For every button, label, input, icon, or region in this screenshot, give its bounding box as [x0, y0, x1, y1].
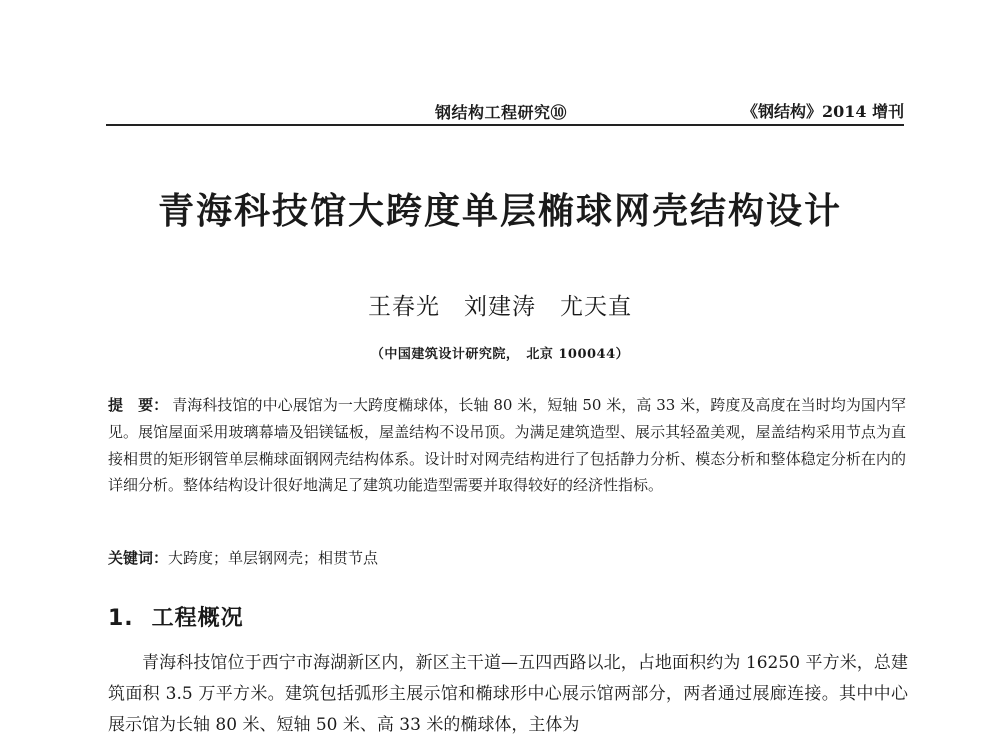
abstract-label: 提 要： — [108, 396, 169, 414]
abstract — [108, 392, 906, 499]
body-paragraph: 青海科技馆位于西宁市海湖新区内，新区主干道—五四西路以北，占地面积约为 16250 平方米，总建筑面积 3.5 万平方米。建筑包括弧形主展示馆和椭球形中心展示馆两部分，两者通过展廊连接。其中中心展示馆为长轴 80 米、短轴 50 米、高 33 米的椭球体，主体为 — [108, 653, 908, 735]
paper-title: 青海科技馆大跨度单层椭球网壳结构设计 — [157, 191, 842, 232]
keywords-text: 大跨度；单层钢网壳；相贯节点 — [168, 549, 379, 567]
affiliation: （中国建筑设计研究院， 北京 100044） — [370, 347, 630, 362]
author-list: 王春光 刘建涛 尤天直 — [368, 294, 632, 320]
running-header-series: 钢结构工程研究⑩ — [435, 103, 568, 122]
keywords — [108, 545, 906, 571]
keywords-label: 关键词： — [108, 549, 169, 567]
section-title: 工程概况 — [151, 606, 244, 631]
running-header-issue: 《钢结构》2014 增刊 — [742, 102, 905, 121]
header-divider — [106, 124, 904, 126]
section-number: 1. — [108, 606, 134, 631]
section-heading — [108, 601, 244, 632]
abstract-text: 青海科技馆的中心展馆为一大跨度椭球体，长轴 80 米，短轴 50 米，高 33 米，跨度及高度在当时均为国内罕见。展馆屋面采用玻璃幕墙及铝镁锰板，屋盖结构不设吊顶。为满足建筑造型、展示其轻盈美观，屋盖结构采用节点为直接相贯的矩形钢管单层椭球面钢网壳结构体系。设计时对网壳结构进行了包括静力分析、模态分析和整体稳定分析在内的详细分析。整体结构设计很好地满足了建筑功能造型需要并取得较好的经济性指标。 — [108, 396, 906, 495]
